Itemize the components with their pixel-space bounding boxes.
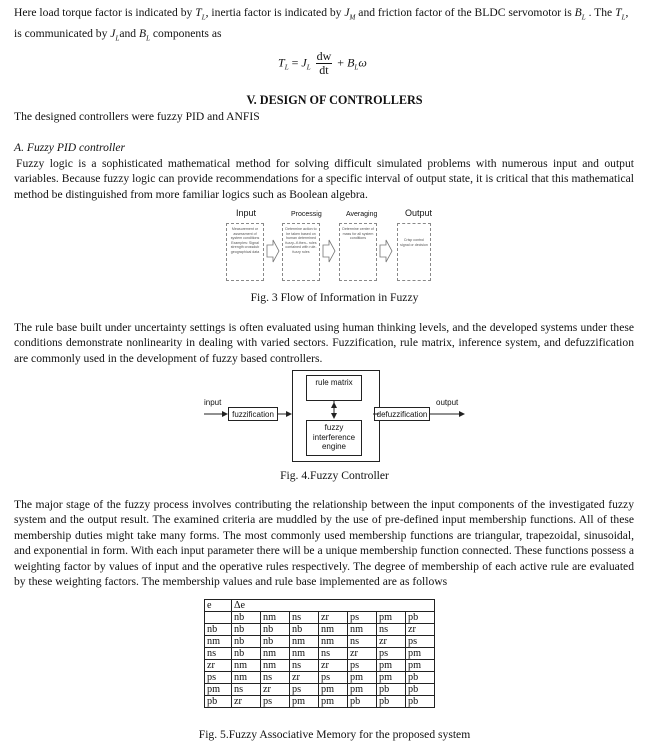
table-cell: pm bbox=[319, 684, 348, 696]
table-cell: ps bbox=[319, 672, 348, 684]
fig3-header: Averaging bbox=[346, 211, 378, 218]
row-header: ns bbox=[205, 648, 232, 660]
subscript: L bbox=[621, 13, 626, 22]
table-cell: pb bbox=[406, 696, 435, 708]
fig4-caption: Fig. 4.Fuzzy Controller bbox=[280, 469, 389, 482]
table-row bbox=[205, 672, 435, 684]
table-cell: nm bbox=[290, 636, 319, 648]
input-label: input bbox=[204, 398, 222, 407]
table-cell: ps bbox=[290, 684, 319, 696]
fig3-header: Output bbox=[405, 208, 433, 218]
subscript: L bbox=[306, 63, 311, 72]
table-cell: pb bbox=[377, 696, 406, 708]
table-cell: ns bbox=[261, 672, 290, 684]
defuzzification-box: defuzzification bbox=[374, 407, 430, 421]
fig3-header: Processig bbox=[291, 211, 322, 218]
symbol-tl: T bbox=[615, 6, 622, 19]
intro-text: , bbox=[625, 6, 629, 19]
table-cell: nm bbox=[348, 624, 377, 636]
table-row bbox=[205, 684, 435, 696]
table-cell: ns bbox=[232, 684, 261, 696]
row-header: nb bbox=[205, 624, 232, 636]
rulebase-paragraph: The rule base built under uncertainty settings is often evaluated using human thinking levels, and the developed systems under these conditions demonstrate nonlinearity in dealing with varied sectors. Fuzzification, rule matrix, inference system, and defuzzification are commonly used in the development of fuzzy based controllers. bbox=[14, 321, 634, 365]
table-cell: zr bbox=[290, 672, 319, 684]
table-cell: nb bbox=[232, 636, 261, 648]
table-cell: ps bbox=[261, 696, 290, 708]
table-delta-header: Δe bbox=[232, 600, 435, 612]
intro-text: . The bbox=[588, 6, 613, 19]
table-cell: pm bbox=[377, 660, 406, 672]
table-cell: nm bbox=[261, 660, 290, 672]
section-heading: V. DESIGN OF CONTROLLERS bbox=[246, 93, 423, 107]
column-header: ps bbox=[348, 612, 377, 624]
derivative-fraction bbox=[316, 50, 333, 77]
fig3-header: Input bbox=[236, 208, 257, 218]
fuzzification-box: fuzzification bbox=[228, 407, 278, 421]
table-row bbox=[205, 636, 435, 648]
table-cell bbox=[205, 612, 232, 624]
table-cell: pb bbox=[348, 696, 377, 708]
symbol-jm: J bbox=[344, 6, 350, 19]
arrow-right-icon bbox=[266, 239, 280, 263]
intro-text: , inertia factor is indicated by bbox=[205, 6, 342, 19]
table-cell: ns bbox=[377, 624, 406, 636]
intro-text: and bbox=[119, 26, 137, 40]
intro-text: is communicated by bbox=[14, 26, 108, 40]
table-cell: nm bbox=[261, 648, 290, 660]
intro-paragraph bbox=[14, 5, 634, 46]
table-cell: zr bbox=[348, 648, 377, 660]
table-cell: pm bbox=[319, 696, 348, 708]
table-cell: nb bbox=[261, 636, 290, 648]
table-corner-cell: e bbox=[205, 600, 232, 612]
eq-symbol: B bbox=[347, 55, 355, 70]
subscript: L bbox=[146, 34, 150, 43]
subscript: L bbox=[115, 34, 120, 43]
table-cell: zr bbox=[261, 684, 290, 696]
subsection-heading: A. Fuzzy PID controller bbox=[14, 141, 125, 154]
table-row bbox=[205, 600, 435, 612]
denominator: dt bbox=[319, 63, 329, 77]
column-header: nb bbox=[232, 612, 261, 624]
intro-line-1 bbox=[14, 5, 634, 26]
symbol-bl: B bbox=[574, 6, 582, 19]
intro-text: and friction factor of the BLDC servomotor is bbox=[358, 6, 572, 19]
arrow-right-icon bbox=[322, 239, 336, 263]
table-cell: nm bbox=[319, 624, 348, 636]
table-row bbox=[205, 648, 435, 660]
subscript: L bbox=[354, 63, 359, 72]
table-cell: nm bbox=[232, 660, 261, 672]
table-cell: nb bbox=[232, 648, 261, 660]
table-cell: nb bbox=[290, 624, 319, 636]
intro-text: Here load torque factor is indicated by bbox=[14, 6, 193, 19]
fig3-caption: Fig. 3 Flow of Information in Fuzzy bbox=[250, 291, 419, 304]
torque-equation bbox=[278, 50, 367, 77]
table-cell: nb bbox=[232, 624, 261, 636]
table-cell: nm bbox=[232, 672, 261, 684]
subscript: L bbox=[284, 63, 289, 72]
table-cell: pm bbox=[406, 648, 435, 660]
intro-text: components as bbox=[152, 26, 222, 40]
column-header: nm bbox=[261, 612, 290, 624]
table-cell: ps bbox=[377, 648, 406, 660]
symbol-tl: T bbox=[195, 6, 202, 19]
row-header: nm bbox=[205, 636, 232, 648]
table-cell: zr bbox=[406, 624, 435, 636]
row-header: zr bbox=[205, 660, 232, 672]
fig3-output-box: Crisp control signal or decision bbox=[397, 223, 431, 281]
row-header: pb bbox=[205, 696, 232, 708]
column-header: pb bbox=[406, 612, 435, 624]
row-header: pm bbox=[205, 684, 232, 696]
table-row bbox=[205, 660, 435, 672]
symbol-bl: B bbox=[139, 26, 147, 40]
fig3-averaging-box: Determine center of mass for all system conditions bbox=[339, 223, 377, 281]
subscript: L bbox=[201, 13, 206, 22]
fig3-input-box: Measurement or assessment of system conditions Examples: Signal strength crossdub geographical data bbox=[226, 223, 264, 281]
table-cell: nm bbox=[290, 648, 319, 660]
output-label: output bbox=[436, 398, 459, 407]
table-cell: pm bbox=[377, 672, 406, 684]
table-cell: zr bbox=[319, 660, 348, 672]
rule-matrix-box: rule matrix bbox=[306, 375, 362, 401]
fig4-arrows bbox=[204, 370, 466, 466]
fig3-diagram bbox=[222, 206, 442, 292]
table-cell: pb bbox=[377, 684, 406, 696]
table-cell: ns bbox=[290, 660, 319, 672]
eq-operator: = bbox=[291, 55, 299, 70]
table-cell: ns bbox=[348, 636, 377, 648]
table-cell: pm bbox=[290, 696, 319, 708]
column-header: zr bbox=[319, 612, 348, 624]
controllers-paragraph: The designed controllers were fuzzy PID and ANFIS bbox=[14, 110, 260, 123]
numerator: dw bbox=[316, 49, 332, 63]
table-cell: pm bbox=[348, 684, 377, 696]
intro-line-2 bbox=[14, 26, 634, 47]
row-header: ps bbox=[205, 672, 232, 684]
table-cell: nb bbox=[261, 624, 290, 636]
column-header: pm bbox=[377, 612, 406, 624]
fuzzy-paragraph: Fuzzy logic is a sophisticated mathematical method for solving difficult simulated problems with numerous input and output variables. Because fuzzy logic can provide recommendations for a specific interval of output state, it is critical that this mathematical method be distinguished from more familiar logics such as Boolean algebra. bbox=[14, 157, 634, 201]
subscript: M bbox=[349, 13, 356, 22]
table-cell: pb bbox=[406, 672, 435, 684]
subscript: L bbox=[581, 13, 586, 22]
table-cell: zr bbox=[232, 696, 261, 708]
eq-symbol: ω bbox=[358, 55, 367, 70]
eq-symbol: J bbox=[301, 55, 307, 70]
major-paragraph: The major stage of the fuzzy process involves contributing the relationship between the input components of the investigated fuzzy system and the output result. The examined criteria are muddled by the use of pre-defined input membership functions. All of these membership duties might take many forms. The most commonly used membership functions are triangular, trapezoidal, sinusoidal, and exponential in form. With each input parameter there will be a unique membership function connected. These functions possess a weighting factor by values of input and the operative rules respectively. The degree of membership of each active rule are evaluated by these weighting factors. The membership values and rule base implemented are as follows bbox=[14, 498, 634, 589]
table-cell: ps bbox=[406, 636, 435, 648]
table-row bbox=[205, 696, 435, 708]
eq-operator: + bbox=[337, 55, 345, 70]
table-cell: pm bbox=[406, 660, 435, 672]
table-cell: nm bbox=[319, 636, 348, 648]
table-cell: zr bbox=[377, 636, 406, 648]
fig5-caption: Fig. 5.Fuzzy Associative Memory for the proposed system bbox=[198, 728, 471, 741]
column-header: ns bbox=[290, 612, 319, 624]
fuzzy-associative-memory-table bbox=[204, 599, 435, 708]
table-row bbox=[205, 624, 435, 636]
table-cell: ps bbox=[348, 660, 377, 672]
fig4-diagram bbox=[204, 370, 466, 466]
table-cell: pm bbox=[348, 672, 377, 684]
inference-engine-box: fuzzy interference engine bbox=[306, 420, 362, 456]
fig3-processing-box: Determine action to be taken based on human determined fuzzy–if-then– rules contained with rule-fuzzy rules bbox=[282, 223, 320, 281]
table-cell: pb bbox=[406, 684, 435, 696]
arrow-right-icon bbox=[379, 239, 393, 263]
table-row bbox=[205, 612, 435, 624]
table-cell: ns bbox=[319, 648, 348, 660]
eq-symbol: T bbox=[278, 55, 285, 70]
symbol-jl: J bbox=[110, 26, 116, 40]
